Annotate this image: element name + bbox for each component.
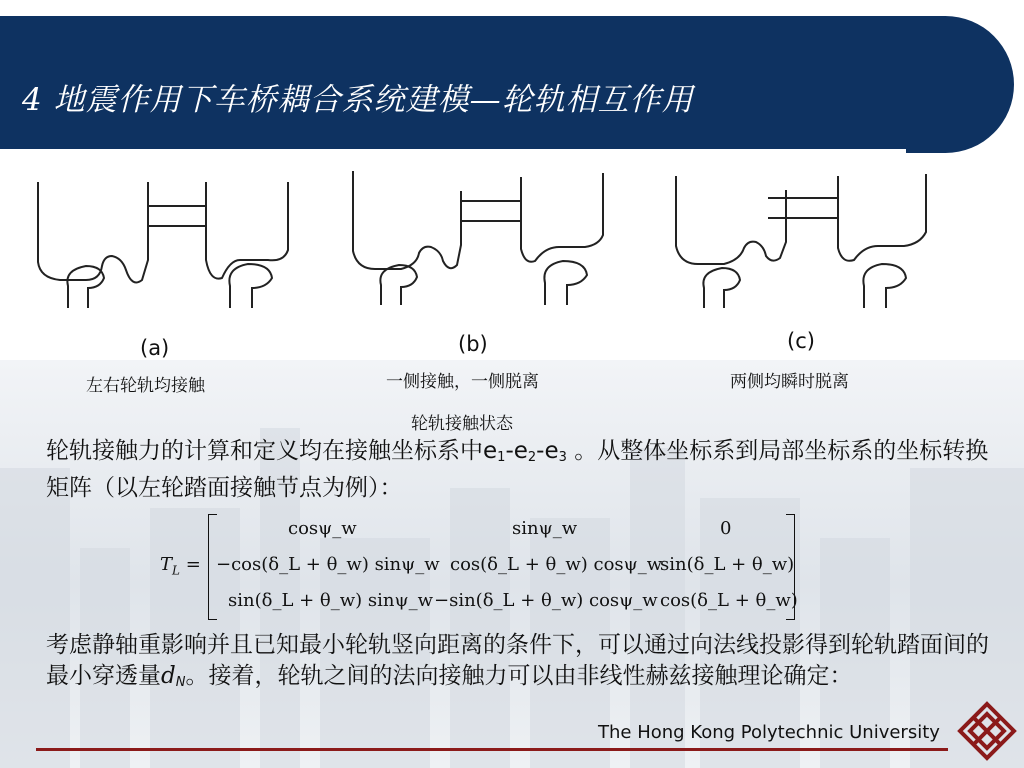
para2-symbol: d [161,663,176,689]
figure-caption-a: 左右轮轨均接触 [86,376,205,396]
matrix-cell-r3c2: −sin(δ_L + θ_w) cosψ_w [434,590,658,611]
figure-group-caption: 轮轨接触状态 [411,414,513,434]
footer-rule [36,748,948,751]
slide-title: 4 地震作用下车桥耦合系统建模—轮轨相互作用 [22,82,694,118]
wheel-rail-diagram-c [668,168,948,318]
matrix-cell-r1c1: cosψ_w [288,518,357,539]
matrix-lhs-sub: L [172,563,180,578]
wheel-rail-diagram-a [30,170,310,320]
para2-text-end: 。接着，轮轨之间的法向接触力可以由非线性赫兹接触理论确定： [185,663,853,689]
figure-caption-c: 两侧均瞬时脱离 [730,372,849,392]
figure-label-c: (c) [787,329,815,353]
title-banner [0,16,1014,153]
para1-sub2: 2 [527,450,537,465]
footer-university-name: The Hong Kong Polytechnic University [598,722,940,743]
para1-e3: -e [536,438,559,464]
matrix-lhs: $T_L$ = [160,554,201,578]
matrix-lhs-symbol: T [160,554,173,575]
para1-sub3: 3 [558,450,567,465]
wheel-rail-diagram-b [345,165,625,315]
matrix-cell-r2c2: cos(δ_L + θ_w) cosψ_w [450,554,663,575]
para2-text-start: 考虑静轴重影响并且已知最小轮轨竖向距离的条件下，可以通过向法线投影得到轮轨踏面间的最小穿透量 [46,632,989,689]
transformation-matrix [160,512,800,620]
polyu-logo-icon [956,700,1018,762]
figure-caption-b: 一侧接触，一侧脱离 [386,372,539,392]
paragraph-coordinate-system [46,436,1006,504]
para1-text-start: 轮轨接触力的计算和定义均在接触坐标系中e [46,438,498,464]
figure-label-b: (b) [458,332,488,356]
matrix-cell-r1c3: 0 [720,518,732,539]
para1-sub1: 1 [497,450,506,465]
title-underline [0,149,906,153]
para1-text-end: 。从整体坐标系到局部坐标系的坐标转换矩阵（以左轮踏面接触节点为例）： [46,438,989,501]
matrix-cell-r2c3: sin(δ_L + θ_w) [660,554,795,575]
matrix-cell-r3c3: cos(δ_L + θ_w) [660,590,798,611]
matrix-cell-r1c2: sinψ_w [512,518,578,539]
matrix-cell-r3c1: sin(δ_L + θ_w) sinψ_w [228,590,434,611]
matrix-cell-r2c1: −cos(δ_L + θ_w) sinψ_w [216,554,440,575]
para1-e2: -e [505,438,528,464]
para2-symbol-sub: N [175,675,186,690]
figure-label-a: (a) [140,336,170,360]
paragraph-penetration [46,630,1006,698]
